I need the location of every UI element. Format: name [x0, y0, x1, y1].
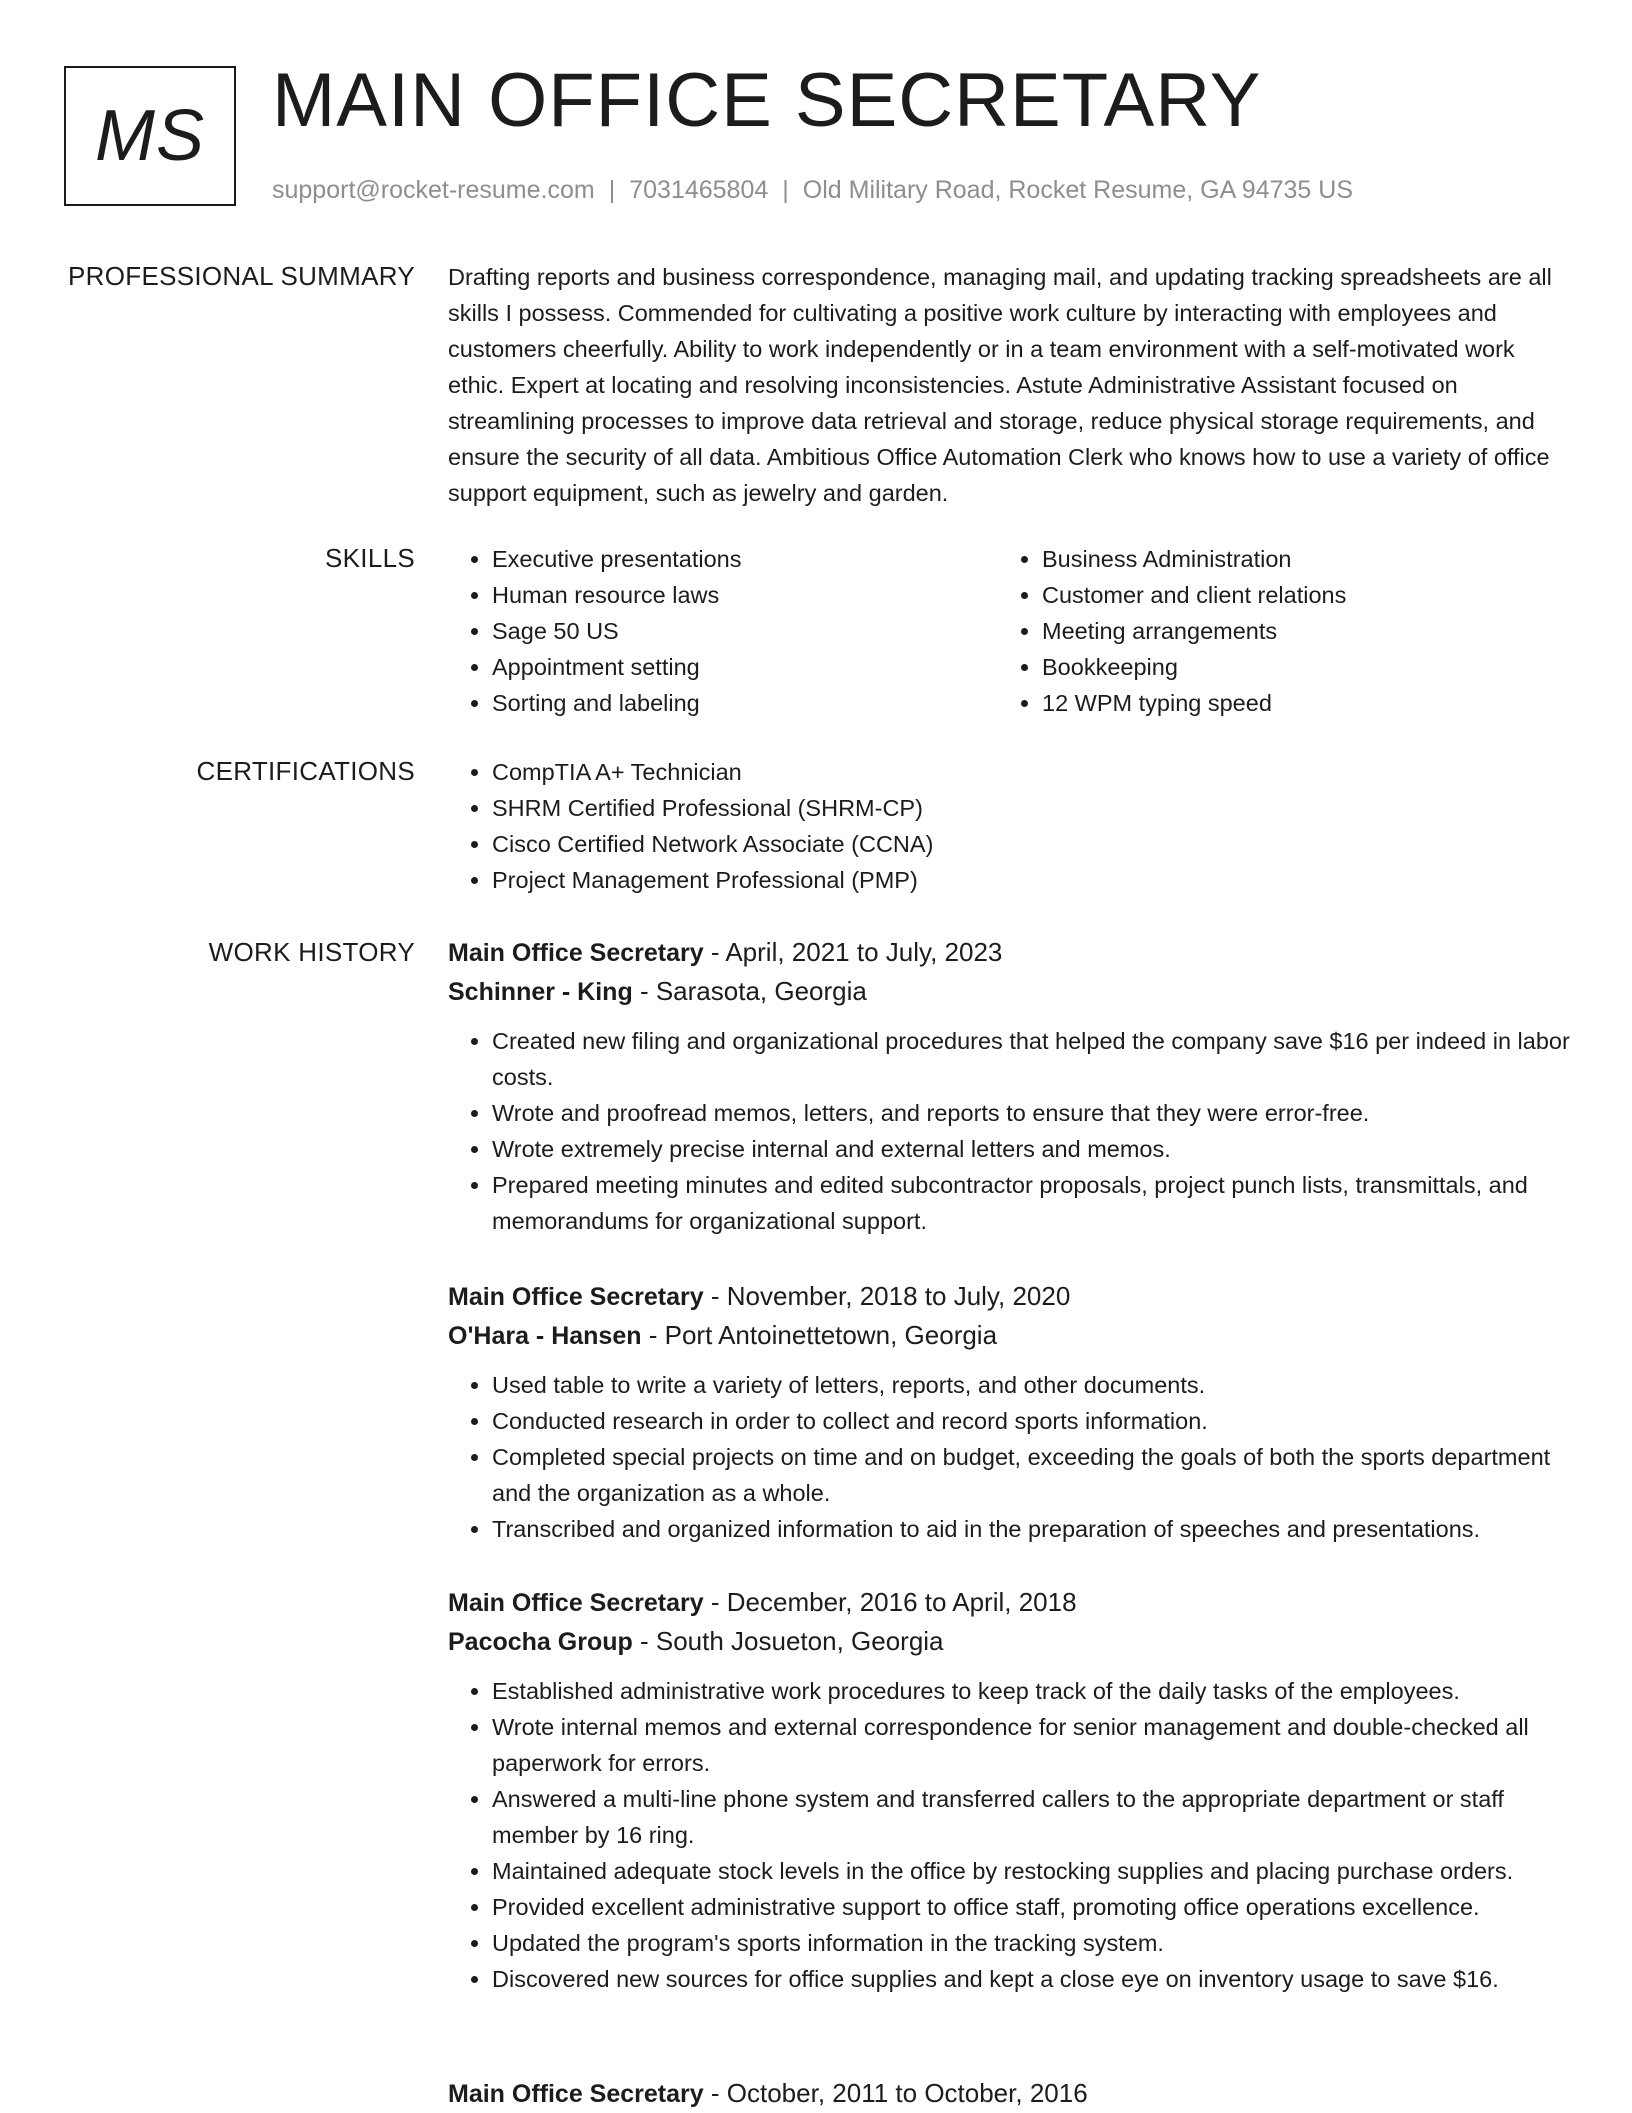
- job-company-line: [448, 1316, 1570, 1355]
- job-bullet: • Answered a multi-line phone system and transferred callers to the appropriate department or staff member by 16 ring.: [492, 1781, 1570, 1853]
- job-bullet: • Created new filing and organizational procedures that helped the company save $16 per indeed in labor costs.: [492, 1023, 1570, 1095]
- job-title: Main Office Secretary: [448, 2080, 704, 2108]
- job-company: Schinner - King: [448, 978, 633, 1006]
- certification-item: • Cisco Certified Network Associate (CCNA): [492, 826, 1570, 862]
- summary-text: Drafting reports and business correspondence, managing mail, and updating tracking spreadsheets are all skills I possess. Commended for cultivating a positive work culture by interacting with employees and customers cheerfully. Ability to work independently or in a team environment with a self-motivated work ethic. Expert at locating and resolving inconsistencies. Astute Administrative Assistant focused on streamlining processes to improve data retrieval and storage, reduce physical storage requirements, and ensure the security of all data. Ambitious Office Automation Clerk who knows how to use a variety of office support equipment, such as jewelry and garden.: [448, 264, 1552, 506]
- job-bullet: • Used table to write a variety of letters, reports, and other documents.: [492, 1367, 1570, 1403]
- job-dates: - October, 2011 to October, 2016: [703, 2078, 1088, 2108]
- contact-phone[interactable]: 7031465804: [629, 176, 769, 204]
- job-company-line: [448, 1622, 1570, 1661]
- job-company: O'Hara - Hansen: [448, 1322, 642, 1350]
- skill-item: • Human resource laws: [492, 577, 998, 613]
- job-bullet: • Provided excellent administrative support to office staff, promoting office operations excellence.: [492, 1889, 1570, 1925]
- job-title-line: [448, 1277, 1570, 1316]
- job-bullet: • Transcribed and organized information to aid in the preparation of speeches and presentations.: [492, 1511, 1570, 1547]
- job-dates: - November, 2018 to July, 2020: [703, 1281, 1071, 1311]
- job-bullet: • Updated the program's sports information in the tracking system.: [492, 1925, 1570, 1961]
- contact-email[interactable]: support@rocket-resume.com: [272, 176, 595, 204]
- job-bullet: • Established administrative work procedures to keep track of the daily tasks of the employees.: [492, 1673, 1570, 1709]
- monogram-logo: MS: [64, 66, 236, 206]
- job-bullets: [448, 1023, 1570, 1239]
- skill-item: • Appointment setting: [492, 649, 998, 685]
- job-title: Main Office Secretary: [448, 939, 704, 967]
- certification-item: • Project Management Professional (PMP): [492, 862, 1570, 898]
- contact-separator: |: [608, 176, 616, 204]
- section-heading-certifications: CERTIFICATIONS: [196, 756, 415, 786]
- section-heading-work-history: WORK HISTORY: [208, 937, 415, 967]
- job-location: - South Josueton, Georgia: [632, 1626, 944, 1656]
- job-company-line: [448, 972, 1570, 1011]
- skill-item: • 12 WPM typing speed: [1042, 685, 1548, 721]
- job-entry: [448, 1583, 1570, 1997]
- skills-list-left: [448, 541, 998, 721]
- skill-item: • Sage 50 US: [492, 613, 998, 649]
- job-title: Main Office Secretary: [448, 1589, 704, 1617]
- contact-separator: |: [782, 176, 789, 204]
- section-heading-summary: PROFESSIONAL SUMMARY: [68, 261, 415, 291]
- skills-grid: [448, 541, 1570, 721]
- job-title-line: [448, 1583, 1570, 1622]
- job-entry: [448, 1277, 1570, 1547]
- job-bullet: • Conducted research in order to collect and record sports information.: [492, 1403, 1570, 1439]
- job-entry: [448, 2074, 1570, 2113]
- job-bullet: • Wrote and proofread memos, letters, and reports to ensure that they were error-free.: [492, 1095, 1570, 1131]
- certification-item: • CompTIA A+ Technician: [492, 754, 1570, 790]
- skill-item: • Executive presentations: [492, 541, 998, 577]
- job-title-line: [448, 933, 1570, 972]
- job-title: Main Office Secretary: [448, 1283, 704, 1311]
- skills-list-right: [998, 541, 1548, 721]
- skill-item: • Sorting and labeling: [492, 685, 998, 721]
- job-dates: - December, 2016 to April, 2018: [703, 1587, 1077, 1617]
- job-bullet: • Maintained adequate stock levels in the office by restocking supplies and placing purchase orders.: [492, 1853, 1570, 1889]
- contact-address: Old Military Road, Rocket Resume, GA 94735 US: [802, 176, 1353, 204]
- job-location: - Port Antoinettetown, Georgia: [641, 1320, 998, 1350]
- job-company: Pacocha Group: [448, 1628, 633, 1656]
- job-bullet: • Completed special projects on time and on budget, exceeding the goals of both the sports department and the organization as a whole.: [492, 1439, 1570, 1511]
- job-dates: - April, 2021 to July, 2023: [703, 937, 1003, 967]
- job-bullet: • Discovered new sources for office supplies and kept a close eye on inventory usage to save $16.: [492, 1961, 1570, 1997]
- summary-body: [448, 259, 1570, 511]
- skill-item: • Meeting arrangements: [1042, 613, 1548, 649]
- job-bullet: • Wrote extremely precise internal and external letters and memos.: [492, 1131, 1570, 1167]
- contact-line: [272, 174, 1353, 206]
- skills-column-right: [998, 541, 1548, 721]
- job-entry: [448, 933, 1570, 1239]
- job-bullets: [448, 1673, 1570, 1997]
- job-bullet: • Prepared meeting minutes and edited subcontractor proposals, project punch lists, transmittals, and memorandums for organizational support.: [492, 1167, 1570, 1239]
- certifications-list: [448, 754, 1570, 898]
- job-location: - Sarasota, Georgia: [632, 976, 867, 1006]
- job-bullet: • Wrote internal memos and external correspondence for senior management and double-checked all paperwork for errors.: [492, 1709, 1570, 1781]
- skills-body: [448, 541, 1570, 721]
- resume-title: MAIN OFFICE SECRETARY: [272, 58, 1262, 143]
- skills-column-left: [448, 541, 998, 721]
- skill-item: • Bookkeeping: [1042, 649, 1548, 685]
- skill-item: • Business Administration: [1042, 541, 1548, 577]
- skill-item: • Customer and client relations: [1042, 577, 1548, 613]
- job-bullets: [448, 1367, 1570, 1547]
- certifications-body: [448, 754, 1570, 898]
- section-heading-skills: SKILLS: [325, 543, 415, 573]
- job-title-line: [448, 2074, 1570, 2113]
- certification-item: • SHRM Certified Professional (SHRM-CP): [492, 790, 1570, 826]
